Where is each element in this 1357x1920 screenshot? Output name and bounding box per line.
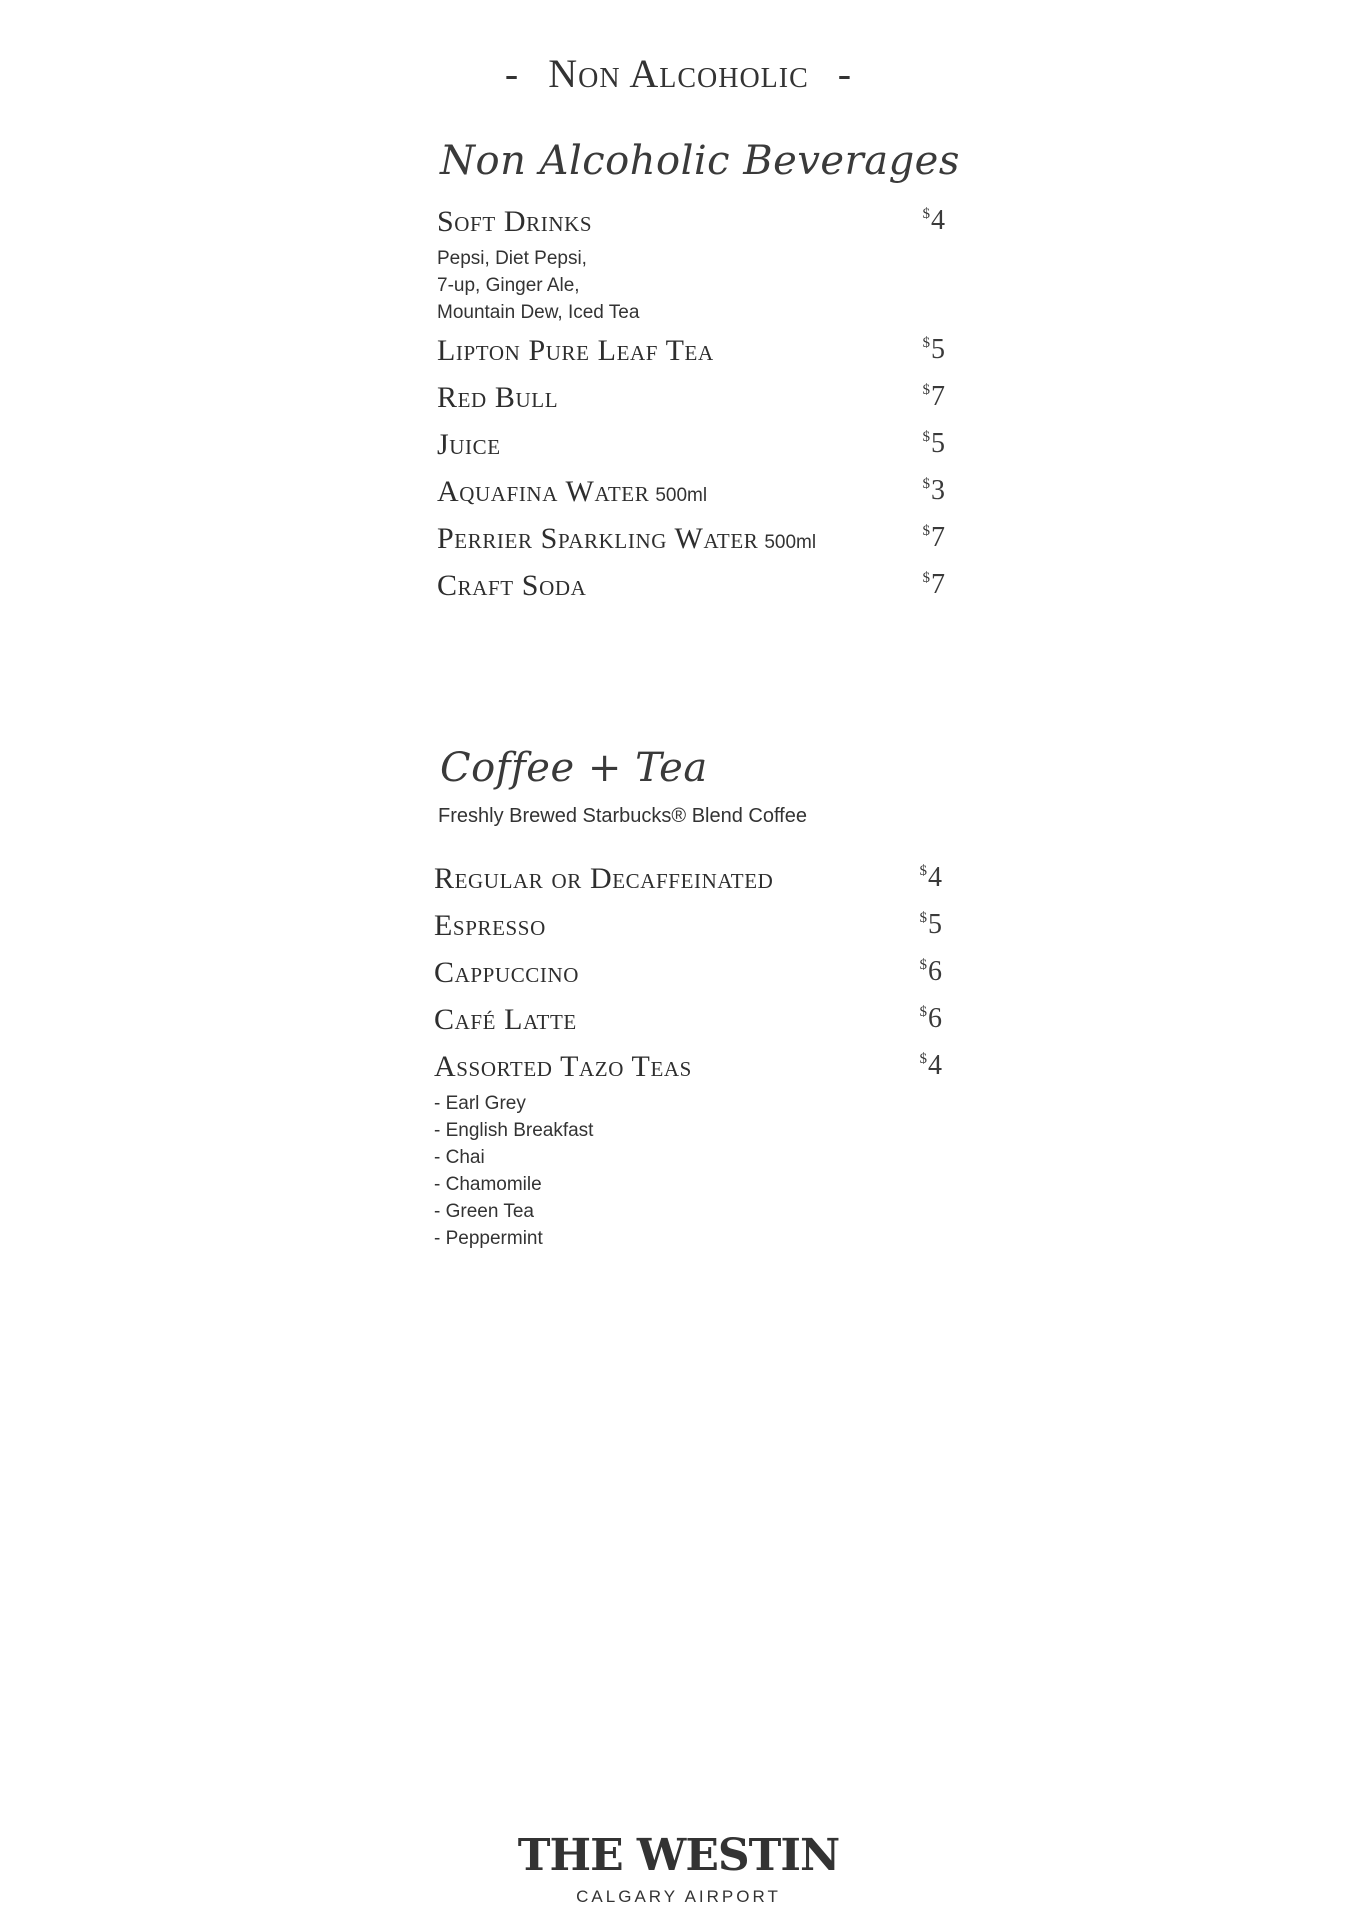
westin-logo: THE WESTIN [517,1830,840,1881]
item-price [923,522,946,554]
item-price [923,334,946,366]
menu-item-cappuccino [434,956,942,996]
item-description-line: Pepsi, Diet Pepsi, [437,248,587,269]
item-name: Soft Drinks [437,205,593,238]
currency-symbol: $ [919,1004,927,1020]
item-name: Juice [437,428,501,461]
price-value: 4 [931,205,945,236]
menu-item-juice [437,428,945,468]
tea-item: - Chamomile [434,1171,942,1198]
item-price [923,205,946,237]
item-name: Lipton Pure Leaf Tea [437,334,714,367]
price-value: 6 [928,956,942,987]
menu-item-lipton [437,334,945,374]
section-subheading: Freshly Brewed Starbucks® Blend Coffee [438,805,807,827]
menu-item-tazo-teas [434,1050,942,1252]
currency-symbol: $ [919,1051,927,1067]
title-dash-left: - [504,51,520,96]
currency-symbol: $ [922,382,930,398]
currency-symbol: $ [922,523,930,539]
price-value: 5 [928,909,942,940]
item-price [923,381,946,413]
price-value: 4 [928,1050,942,1081]
tea-list [434,1090,942,1252]
tea-item: - English Breakfast [434,1117,942,1144]
item-price [920,1003,943,1035]
currency-symbol: $ [919,863,927,879]
currency-symbol: $ [922,476,930,492]
section-heading-coffee-tea: Coffee + Tea [440,745,708,791]
price-value: 5 [931,334,945,365]
item-name: Assorted Tazo Teas [434,1050,692,1083]
item-price [923,428,946,460]
price-value: 6 [928,1003,942,1034]
page-title [0,50,1357,97]
currency-symbol: $ [922,206,930,222]
item-name: Regular or Decaffeinated [434,862,774,895]
menu-item-aquafina [437,475,945,515]
item-name: Café Latte [434,1003,577,1036]
item-size: 500ml [764,532,817,553]
menu-item-regular-decaf [434,862,942,902]
menu-item-red-bull [437,381,945,421]
price-value: 7 [931,569,945,600]
item-price [920,956,943,988]
item-price [920,909,943,941]
menu-item-soft-drinks [437,205,945,326]
currency-symbol: $ [922,570,930,586]
item-name [437,522,816,556]
price-value: 7 [931,522,945,553]
item-price [923,569,946,601]
currency-symbol: $ [922,429,930,445]
tea-item: - Peppermint [434,1225,942,1252]
item-size: 500ml [655,485,708,506]
item-description-line: 7-up, Ginger Ale, [437,275,580,296]
currency-symbol: $ [919,957,927,973]
menu-item-perrier [437,522,945,562]
currency-symbol: $ [922,335,930,351]
currency-symbol: $ [919,910,927,926]
section-heading-beverages: Non Alcoholic Beverages [440,138,960,184]
menu-item-craft-soda [437,569,945,609]
item-price [920,862,943,894]
item-name: Espresso [434,909,546,942]
item-name: Red Bull [437,381,559,414]
item-price [923,475,946,507]
item-name: Cappuccino [434,956,580,989]
tea-item: - Green Tea [434,1198,942,1225]
item-name: Craft Soda [437,569,587,602]
price-value: 7 [931,381,945,412]
price-value: 3 [931,475,945,506]
tea-item: - Earl Grey [434,1090,942,1117]
menu-item-espresso [434,909,942,949]
item-name-text: Aquafina Water [437,475,650,508]
item-name [437,475,707,509]
logo-location: CALGARY AIRPORT [576,1887,781,1906]
title-dash-right: - [837,51,853,96]
item-description-line: Mountain Dew, Iced Tea [437,302,640,323]
item-name-text: Perrier Sparkling Water [437,522,759,555]
menu-item-cafe-latte [434,1003,942,1043]
page-title-text: Non Alcoholic [548,51,809,96]
tea-item: - Chai [434,1144,942,1171]
price-value: 5 [931,428,945,459]
item-price [920,1050,943,1082]
price-value: 4 [928,862,942,893]
